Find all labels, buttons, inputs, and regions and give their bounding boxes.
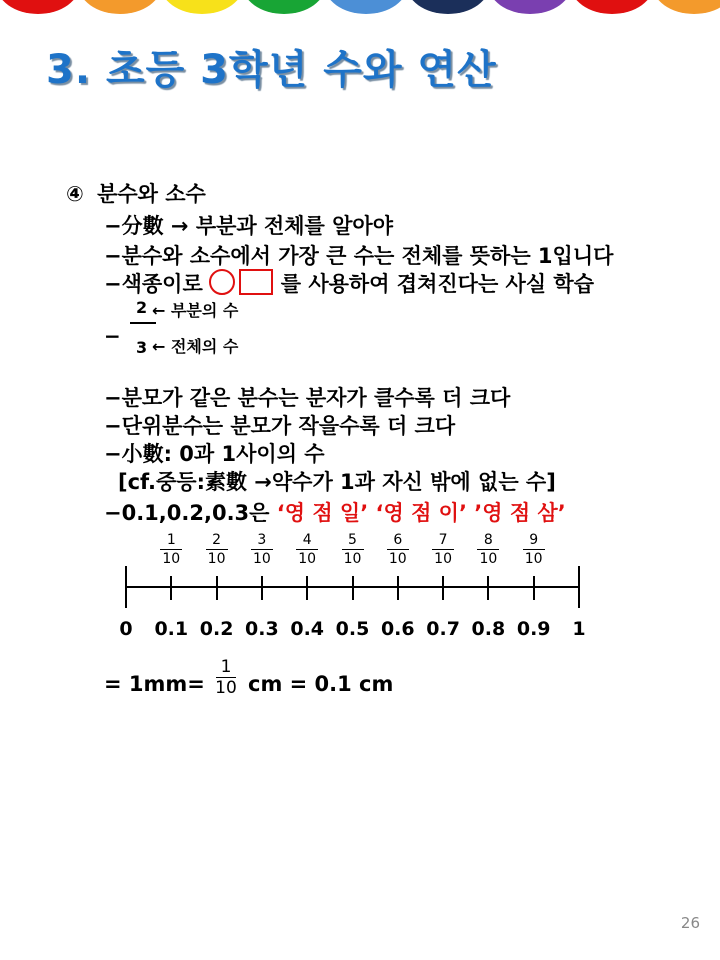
text-line-9-prefix: −0.1,0.2,0.3은: [104, 501, 270, 525]
equation-fraction: [212, 658, 240, 697]
banner-oval: [160, 0, 244, 14]
number-line-label: 0: [119, 618, 133, 640]
number-line-tick: [533, 576, 535, 600]
number-line-label: 0.7: [426, 618, 460, 640]
fraction-bar: [523, 549, 545, 550]
text-line-5: −분모가 같은 분수는 분자가 클수록 더 크다: [104, 386, 511, 410]
fraction-dash: −: [104, 324, 121, 348]
text-line-1: −分數 → 부분과 전체를 알아야: [104, 214, 394, 238]
banner-oval: [0, 0, 80, 14]
fraction-numerator: 9: [529, 532, 539, 548]
text-line-3-prefix: −색종이로: [104, 272, 203, 296]
fraction-denominator: 10: [252, 551, 271, 567]
number-line-fraction: [473, 532, 503, 567]
fraction-denominator: 10: [524, 551, 543, 567]
text-line-6: −단위분수는 분모가 작을수록 더 크다: [104, 414, 456, 438]
fraction-bar: [477, 549, 499, 550]
banner-oval: [652, 0, 720, 14]
number-line-tick: [306, 576, 308, 600]
fraction-bar: [387, 549, 409, 550]
banner-oval: [488, 0, 572, 14]
page-title: 3. 초등 3학년 수와 연산: [46, 47, 497, 93]
number-line-tick: [442, 576, 444, 600]
fraction-numerator: 4: [302, 532, 312, 548]
fraction-bar: [130, 322, 156, 324]
number-line-label: 0.5: [335, 618, 370, 640]
fraction-numerator: 1: [166, 532, 176, 548]
text-line-3-suffix: 를 사용하여 겹쳐진다는 사실 학습: [280, 272, 594, 296]
fraction-bar: [342, 549, 364, 550]
fraction-bar: [296, 549, 318, 550]
number-line-label: 0.6: [380, 618, 415, 640]
fraction-bar: [432, 549, 454, 550]
equation-prefix: = 1mm=: [104, 672, 205, 696]
number-line-tick: [170, 576, 172, 600]
number-line-fraction: [202, 532, 232, 567]
number-line-label: 0.1: [154, 618, 189, 640]
number-line-fraction: [338, 532, 368, 567]
red-rectangle-shape: [239, 269, 273, 295]
red-circle-shape: [209, 269, 235, 295]
number-line-fraction: [247, 532, 277, 567]
number-line-fraction: [156, 532, 186, 567]
number-line-label: 0.4: [290, 618, 325, 640]
fraction-denominator: 10: [434, 551, 452, 567]
numerator-note: ← 부분의 수: [152, 301, 239, 320]
page-number: 26: [680, 914, 700, 932]
fraction-bar: [160, 549, 182, 550]
section-heading: [66, 178, 206, 208]
banner-oval: [324, 0, 408, 14]
fraction-denominator: 10: [207, 551, 226, 567]
reading-examples: ‘영 점 일’ ‘영 점 이’ ’영 점 삼’: [276, 501, 566, 525]
banner-oval: [570, 0, 654, 14]
number-line-tick: [487, 576, 489, 600]
section-number: ④: [66, 182, 84, 206]
fraction-numerator: 3: [257, 532, 267, 548]
fraction-denominator: 10: [298, 551, 317, 567]
fraction-bar: [206, 549, 228, 550]
fraction-numerator: 7: [438, 532, 448, 548]
fraction-denominator: 10: [388, 551, 407, 567]
equation-fraction-numerator: 1: [220, 657, 232, 677]
fraction-numerator: 8: [483, 532, 493, 548]
fraction-denominator: 3: [136, 338, 148, 357]
fraction-numerator: 5: [348, 532, 357, 548]
denominator-note: ← 전체의 수: [152, 337, 239, 356]
banner-oval: [242, 0, 326, 14]
number-line-fraction: [519, 532, 549, 567]
text-line-7: −小數: 0과 1사이의 수: [104, 442, 325, 466]
equation-suffix: cm = 0.1 cm: [248, 672, 394, 696]
number-line-tick: [397, 576, 399, 600]
text-line-9: [104, 497, 566, 527]
number-line-fraction: [428, 532, 458, 567]
fraction-numerator: 2: [212, 532, 222, 548]
banner-oval: [78, 0, 162, 14]
fraction-denominator: 10: [479, 551, 498, 567]
number-line-label: 1: [572, 618, 586, 640]
text-line-2: −분수와 소수에서 가장 큰 수는 전체를 뜻하는 1입니다: [104, 244, 614, 268]
number-line-tick: [578, 566, 580, 608]
number-line-tick: [352, 576, 354, 600]
fraction-numerator: 2: [136, 298, 148, 317]
banner-oval: [406, 0, 490, 14]
section-title: 분수와 소수: [97, 182, 206, 206]
number-line-tick: [261, 576, 263, 600]
text-line-3: [104, 268, 594, 298]
number-line-fraction: [383, 532, 413, 567]
fraction-denominator: 10: [162, 551, 181, 567]
number-line-label: 0.8: [471, 618, 506, 640]
number-line-label: 0.9: [516, 618, 551, 640]
number-line-label: 0.3: [245, 618, 279, 640]
equation-fraction-denominator: 10: [215, 678, 237, 698]
number-line-label: 0.2: [199, 618, 234, 640]
fraction-denominator: 10: [343, 551, 362, 567]
number-line-fraction: [292, 532, 322, 567]
number-line-tick: [125, 566, 127, 608]
color-banner: [0, 0, 720, 18]
text-line-8: [cf.중등:素數 →약수가 1과 자신 밖에 없는 수]: [118, 470, 556, 494]
fraction-bar: [251, 549, 273, 550]
number-line-tick: [216, 576, 218, 600]
fraction-numerator: 6: [393, 532, 403, 548]
